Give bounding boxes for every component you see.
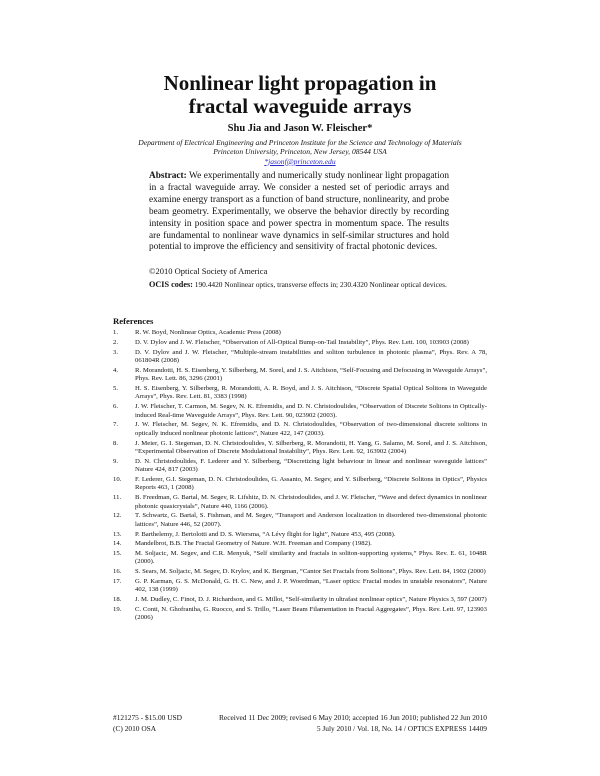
- reference-item: [113, 403, 487, 420]
- footer-osa: (C) 2010 OSA: [113, 724, 157, 733]
- reference-item: [113, 596, 487, 604]
- reference-text: H. S. Eisenberg, Y. Silberberg, R. Morandotti, A. R. Boyd, and J. S. Aitchison, “Discrete Spatial Optical Solitons in Waveguide Arrays”, Phys. Rev. Lett. 81, 3383 (1998): [135, 384, 487, 401]
- reference-item: [113, 606, 487, 623]
- paper-title: [0, 72, 600, 118]
- reference-number: 9.: [113, 457, 119, 465]
- reference-item: [113, 512, 487, 529]
- title-line-1: Nonlinear light propagation in: [163, 71, 437, 95]
- reference-text: D. N. Christodoulides, F. Lederer and Y. Silberberg, “Discretizing light behaviour in linear and nonlinear waveguide lattices” Nature 424, 817 (2003): [135, 457, 487, 474]
- reference-item: [113, 349, 487, 366]
- reference-number: 5.: [113, 384, 119, 392]
- reference-text: P. Barthelemy, J. Bertolotti and D. S. Wiersma, “A Lévy flight for light”, Nature 453, 495 (2008).: [135, 530, 396, 538]
- reference-item: [113, 531, 487, 539]
- reference-number: 8.: [113, 439, 119, 447]
- reference-item: [113, 494, 487, 511]
- reference-text: R. W. Boyd, Nonlinear Optics, Academic Press (2008): [135, 329, 281, 336]
- reference-text: C. Conti, N. Ghofraniha, G. Ruocco, and S. Trillo, “Laser Beam Filamentation in Fractal Aggregates”, Phys. Rev. Lett. 97, 123903 (2006): [135, 605, 487, 622]
- reference-text: J. Meier, G. I. Stegeman, D. N. Christodoulides, Y. Silberberg, R. Morandotti, H. Yang, G. Salamo, M. Sorel, and J. S. Aitchison, “Experimental Observation of Discrete Modulational Instability”, Phys. Rev. Lett. 92, 163902 (2004): [135, 439, 487, 455]
- reference-item: [113, 329, 487, 337]
- title-line-2: fractal waveguide arrays: [188, 94, 412, 118]
- reference-text: T. Schwartz, G. Bartal, S. Fishman, and M. Segev, “Transport and Anderson localization in disordered two-dimensional photonic lattices”, Nature 446, 52 (2007).: [135, 512, 487, 528]
- reference-item: [113, 540, 487, 548]
- reference-number: 15.: [113, 550, 122, 558]
- reference-number: 18.: [113, 596, 122, 604]
- ocis-codes: [149, 280, 449, 290]
- footer-line-2: [113, 724, 487, 733]
- reference-number: 2.: [113, 338, 119, 346]
- footer-price: #121275 - $15.00 USD: [113, 713, 182, 722]
- reference-number: 12.: [113, 512, 122, 520]
- reference-item: [113, 385, 487, 402]
- footer-journal: 5 July 2010 / Vol. 18, No. 14 / OPTICS EXPRESS 14409: [316, 724, 487, 733]
- references-list: [113, 329, 487, 624]
- reference-number: 13.: [113, 530, 122, 538]
- copyright: ©2010 Optical Society of America: [149, 266, 268, 276]
- reference-number: 10.: [113, 475, 122, 483]
- reference-item: [113, 440, 487, 457]
- reference-item: [113, 550, 487, 567]
- reference-number: 17.: [113, 577, 122, 585]
- affiliation-line-2: Princeton University, Princeton, New Jersey, 08544 USA: [213, 147, 387, 157]
- reference-number: 16.: [113, 568, 122, 576]
- reference-number: 3.: [113, 348, 119, 356]
- reference-text: D. V. Dylov and J. W. Fleischer, “Multiple-stream instabilities and soliton turbulence in photonic plasma”, Phys. Rev. A 78, 061804R (2008): [135, 348, 487, 364]
- reference-item: [113, 339, 487, 347]
- reference-text: G. P. Karman, G. S. McDonald, G. H. C. New, and J. P. Woerdman, “Laser optics: Fractal modes in unstable resonators”, Nature 402, 138 (1999): [135, 577, 487, 594]
- abstract-text: We experimentally and numerically study nonlinear light propagation in a fractal waveguide array. We consider a nested set of periodic arrays and examine energy transport as a function of band structure, nonlinearity, and probe beam geometry. Experimentally, we observe the behavior directly by recording intensity in position space and power spectra in momentum space. The results are fundamental to nonlinear wave dynamics in self-similar structures and hold potential to improve the efficiency and sensitivity of fractal photonic devices.: [149, 171, 450, 253]
- reference-number: 4.: [113, 366, 119, 374]
- reference-item: [113, 568, 487, 576]
- reference-number: 7.: [113, 421, 119, 429]
- ocis-text: 190.4420 Nonlinear optics, transverse effects in; 230.4320 Nonlinear optical devices.: [194, 280, 447, 289]
- reference-text: M. Soljacic, M. Segev, and C.R. Menyuk, “Self similarity and fractals in soliton-supporting systems,” Phys. Rev. E. 61, 1048R (2000).: [135, 550, 487, 566]
- footer-dates: Received 11 Dec 2009; revised 6 May 2010; accepted 16 Jun 2010; published 22 Jun 2010: [219, 713, 487, 722]
- reference-text: B. Freedman, G. Bartal, M. Segev, R. Lifshitz, D. N. Christodoulides, and J. W. Fleischer, “Wave and defect dynamics in nonlinear photonic quasicrystals”, Nature 440, 1166 (2006).: [135, 494, 487, 510]
- reference-text: R. Morandotti, H. S. Eisenberg, Y. Silberberg, M. Sorel, and J. S. Aitchison, “Self-Focusing and Defocusing in Waveguide Arrays”, Phys. Rev. Lett. 86, 3296 (2001): [135, 366, 487, 383]
- reference-item: [113, 458, 487, 475]
- reference-text: Mandelbrot, B.B. The Fractal Geometry of Nature. W.H. Freeman and Company (1982).: [135, 540, 372, 548]
- reference-text: J. M. Dudley, C. Finot, D. J. Richardson, and G. Millot, “Self-similarity in ultrafast nonlinear optics”, Nature Physics 3, 597 (2007): [135, 596, 487, 604]
- abstract-label: Abstract:: [149, 171, 187, 181]
- reference-item: [113, 476, 487, 493]
- reference-item: [113, 421, 487, 438]
- reference-item: [113, 578, 487, 595]
- reference-text: J. W. Fleischer, T. Carmon, M. Segev, N. K. Efremidis, and D. N. Christodoulides, “Observation of Discrete Solitons in Optically-induced Real-time Waveguide Arrays”, Phys. Rev. Lett. 90, 023902 (2003).: [135, 403, 487, 419]
- reference-text: J. W. Fleischer, M. Segev, N. K. Efremidis, and D. N. Christodoulides, “Observation of two-dimensional discrete solitons in optically induced nonlinear photonic lattices”, Nature 422, 147 (2003).: [135, 421, 487, 437]
- reference-number: 19.: [113, 605, 122, 613]
- references-heading: References: [113, 316, 154, 326]
- reference-number: 6.: [113, 403, 119, 411]
- email-link[interactable]: *jasonf@princeton.edu: [264, 156, 336, 166]
- reference-text: S. Sears, M. Soljacic, M. Segev, D. Krylov, and K. Bergman, “Cantor Set Fractals from Solitons”, Phys. Rev. Lett. 84, 1902 (2000): [135, 568, 486, 576]
- reference-text: D. V. Dylov and J. W. Fleischer, “Observation of All-Optical Bump-on-Tail Instability”, Phys. Rev. Lett. 100, 103903 (2008): [135, 338, 469, 346]
- affiliation: [130, 138, 470, 166]
- ocis-label: OCIS codes:: [149, 280, 193, 289]
- reference-number: 11.: [113, 494, 122, 502]
- reference-text: F. Lederer, G.I. Stegeman, D. N. Christodoulides, G. Assanto, M. Segev, and Y. Silberberg, “Discrete Solitons in Optics”, Physics Reports 463, 1 (2008): [135, 475, 487, 492]
- reference-item: [113, 367, 487, 384]
- authors: Shu Jia and Jason W. Fleischer*: [227, 123, 373, 134]
- abstract: [149, 171, 449, 254]
- reference-number: 14.: [113, 540, 122, 548]
- footer-line-1: [113, 713, 487, 722]
- affiliation-line-1: Department of Electrical Engineering and Princeton Institute for the Science and Technology of Materials: [138, 138, 462, 147]
- reference-number: 1.: [113, 329, 119, 336]
